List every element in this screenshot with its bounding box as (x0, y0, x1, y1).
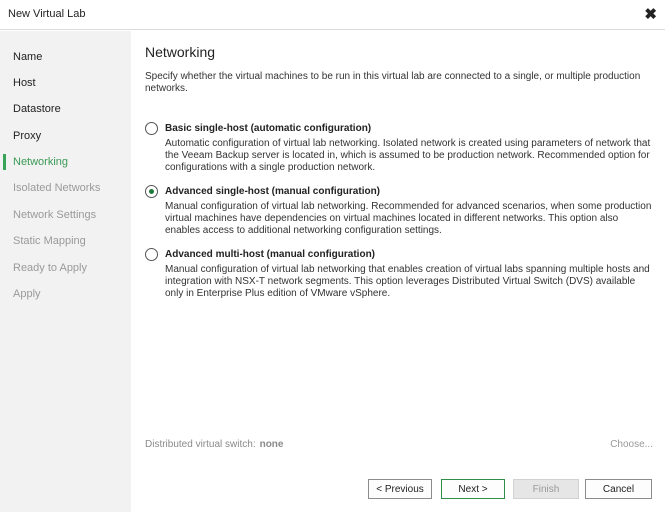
step-name[interactable]: Name (13, 51, 43, 63)
step-datastore[interactable]: Datastore (13, 103, 61, 115)
option-title[interactable]: Advanced single-host (manual configuration) (165, 186, 381, 197)
step-networking[interactable]: Networking (0, 151, 131, 173)
title-bar (0, 0, 665, 30)
step-proxy[interactable]: Proxy (13, 130, 42, 142)
radio-basic-single-host[interactable] (145, 122, 158, 135)
option-description: Manual configuration of virtual lab networking that enables creation of virtual labs spanning multiple hosts and integration with NSX-T network segments. This option leverages Distributed Virtual Switch (DVS) available only in Enterprise Plus edition of VMware vSphere. (165, 264, 650, 299)
dvs-row (145, 439, 283, 450)
option-title[interactable]: Basic single-host (automatic configuration) (165, 123, 372, 134)
radio-advanced-multi-host[interactable] (145, 248, 158, 261)
step-apply: Apply (13, 288, 41, 300)
dvs-value: none (259, 439, 284, 450)
step-network-settings: Network Settings (13, 209, 97, 221)
finish-button: Finish (513, 479, 579, 499)
window-title: New Virtual Lab (8, 8, 86, 20)
step-host[interactable]: Host (13, 77, 36, 89)
cancel-button[interactable]: Cancel (585, 479, 652, 499)
step-ready-to-apply: Ready to Apply (13, 262, 87, 274)
page-description: Specify whether the virtual machines to be run in this virtual lab are connected to a single, or multiple production networks. (145, 71, 641, 94)
option-description: Automatic configuration of virtual lab networking. Isolated network is created using parameters of network that the Veeam Backup server is located in, which is assumed to be production network. Recommended option for configurations with a single production network. (165, 138, 651, 173)
step-static-mapping: Static Mapping (13, 235, 86, 247)
page-title: Networking (145, 44, 216, 60)
radio-selected-dot (149, 189, 154, 194)
step-isolated-networks: Isolated Networks (13, 182, 101, 194)
option-description: Manual configuration of virtual lab networking. Recommended for advanced scenarios, when some production virtual machines have dependencies on virtual machines located in different networks. This option also enables access to additional networking configuration settings. (165, 201, 652, 236)
radio-advanced-single-host[interactable] (145, 185, 158, 198)
previous-button[interactable]: < Previous (368, 479, 432, 499)
close-icon[interactable]: ✖ (644, 6, 657, 23)
main-content (131, 31, 665, 512)
wizard-steps-sidebar (0, 31, 131, 512)
choose-link: Choose... (610, 439, 653, 450)
dvs-label: Distributed virtual switch: (145, 439, 256, 450)
option-title[interactable]: Advanced multi-host (manual configuration) (165, 249, 376, 260)
next-button[interactable]: Next > (441, 479, 505, 499)
